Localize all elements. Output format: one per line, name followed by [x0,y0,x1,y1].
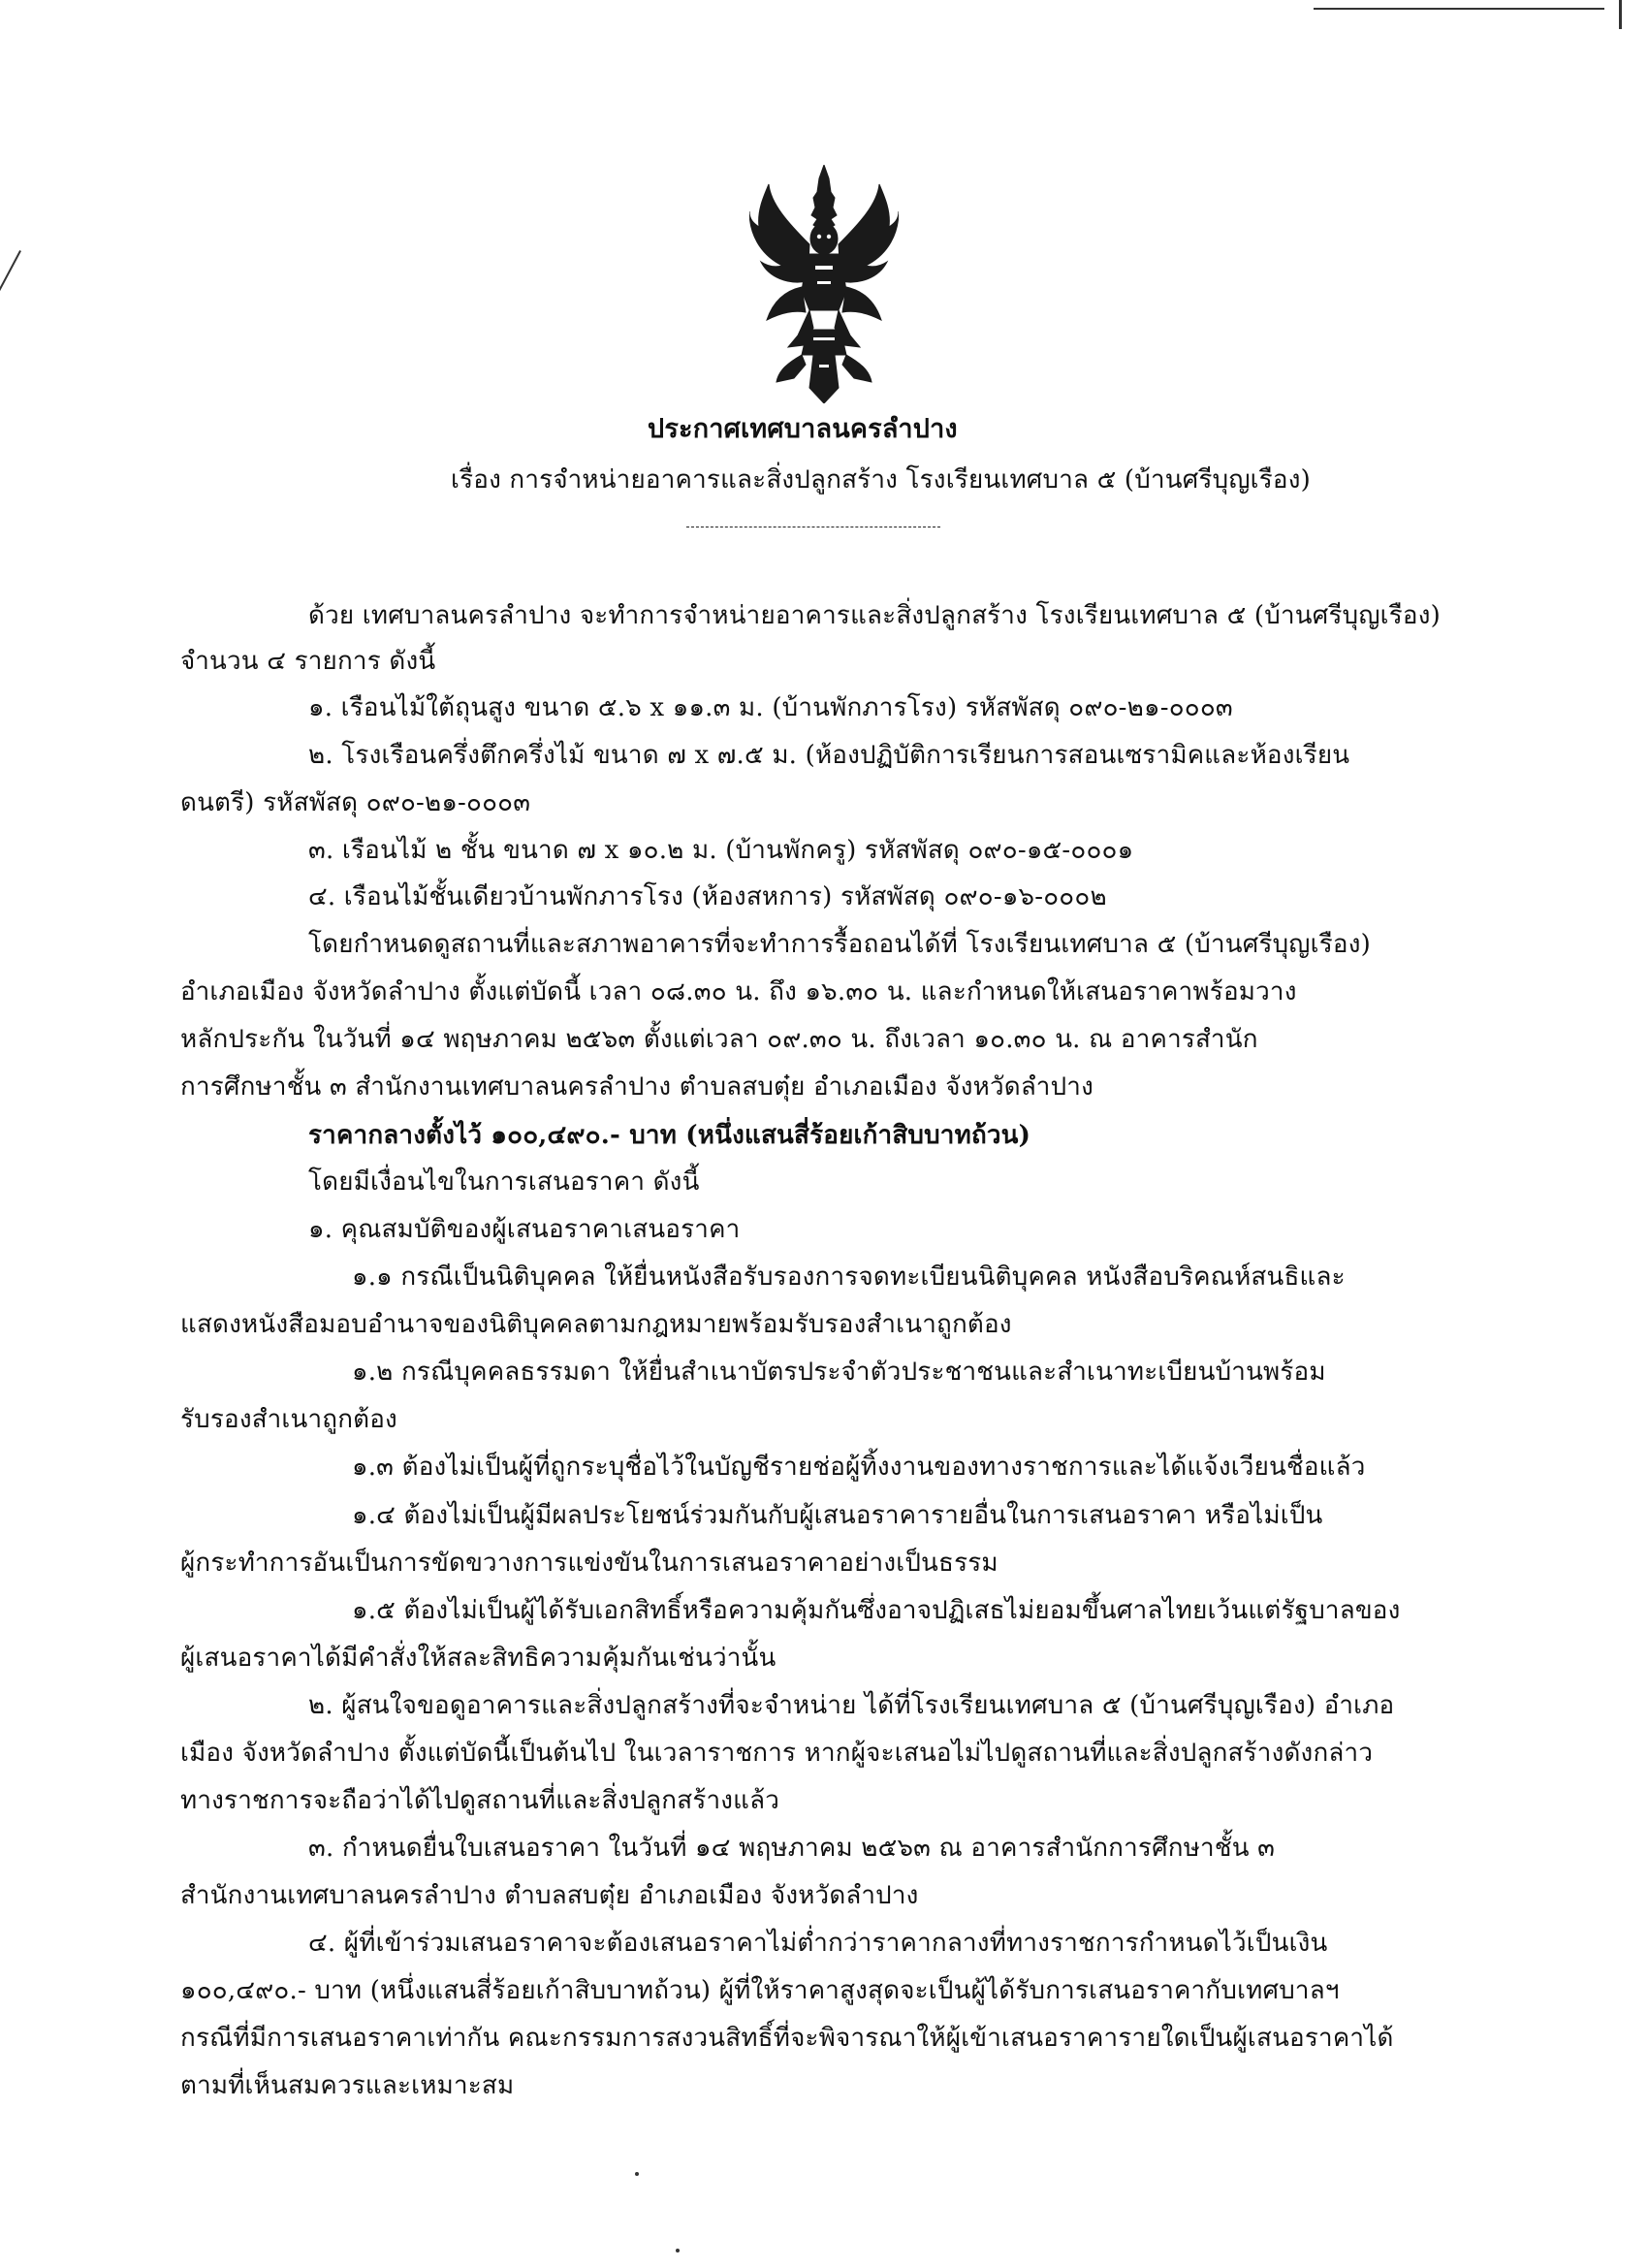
scan-mark-left [0,250,21,303]
inspect-line-2: อำเภอเมือง จังหวัดลำปาง ตั้งแต่บัดนี้ เวลา ๐๘.๓๐ น. ถึง ๑๖.๓๐ น. และกำหนดให้เสนอราคาพร้อมวาง [180,977,1297,1006]
condition-1-4-line-2: ผู้กระทำการอันเป็นการขัดขวางการแข่งขันในการเสนอราคาอย่างเป็นธรรม [180,1549,998,1578]
scan-mark-right-edge [1619,0,1622,29]
inspect-line-1: โดยกำหนดดูสถานที่และสภาพอาคารที่จะทำการรื้อถอนได้ที่ โรงเรียนเทศบาล ๕ (บ้านศรีบุญเรือง) [308,930,1371,959]
condition-2-line-3: ทางราชการจะถือว่าได้ไปดูสถานที่และสิ่งปลูกสร้างแล้ว [180,1786,780,1815]
condition-2-line-2: เมือง จังหวัดลำปาง ตั้งแต่บัดนี้เป็นต้นไป ในเวลาราชการ หากผู้จะเสนอไม่ไปดูสถานที่และสิ่งปลูกสร้างดังกล่าว [180,1739,1374,1768]
condition-3-line-1: ๓. กำหนดยื่นใบเสนอราคา ในวันที่ ๑๔ พฤษภาคม ๒๕๖๓ ณ อาคารสำนักการศึกษาชั้น ๓ [308,1834,1276,1863]
condition-1-3: ๑.๓ ต้องไม่เป็นผู้ที่ถูกระบุชื่อไว้ในบัญชีรายช่อผู้ทิ้งงานของทางราชการและได้แจ้งเวียนชื่อแล้ว [352,1453,1366,1482]
condition-1: ๑. คุณสมบัติของผู้เสนอราคาเสนอราคา [308,1215,741,1244]
intro-line-1: ด้วย เทศบาลนครลำปาง จะทำการจำหน่ายอาคารและสิ่งปลูกสร้าง โรงเรียนเทศบาล ๕ (บ้านศรีบุญเรือง) [308,601,1441,630]
announcement-title: ประกาศเทศบาลนครลำปาง [648,414,958,444]
condition-1-5-line-2: ผู้เสนอราคาได้มีคำสั่งให้สละสิทธิความคุ้มกันเช่นว่านั้น [180,1644,776,1673]
garuda-emblem-icon [749,165,899,403]
condition-4-line-2: ๑๐๐,๔๙๐.- บาท (หนึ่งแสนสี่ร้อยเก้าสิบบาทถ้วน) ผู้ที่ให้ราคาสูงสุดจะเป็นผู้ได้รับการเสนอราคากับเทศบาลฯ [180,1976,1340,2005]
item-2-line-1: ๒. โรงเรือนครึ่งตึกครึ่งไม้ ขนาด ๗ x ๗.๕ ม. (ห้องปฏิบัติการเรียนการสอนเซรามิคและห้องเรียน [308,741,1350,770]
condition-1-2-line-2: รับรองสำเนาถูกต้อง [180,1405,397,1434]
inspect-line-4: การศึกษาชั้น ๓ สำนักงานเทศบาลนครลำปาง ตำบลสบตุ๋ย อำเภอเมือง จังหวัดลำปาง [180,1072,1093,1102]
reference-price: ราคากลางตั้งไว้ ๑๐๐,๔๙๐.- บาท (หนึ่งแสนสี่ร้อยเก้าสิบบาทถ้วน) [308,1121,1031,1150]
condition-1-2-line-1: ๑.๒ กรณีบุคคลธรรมดา ให้ยื่นสำเนาบัตรประจำตัวประชาชนและสำเนาทะเบียนบ้านพร้อม [352,1358,1326,1387]
condition-2-line-1: ๒. ผู้สนใจขอดูอาคารและสิ่งปลูกสร้างที่จะจำหน่าย ได้ที่โรงเรียนเทศบาล ๕ (บ้านศรีบุญเรือง) อำเภอ [308,1691,1395,1720]
item-4: ๔. เรือนไม้ชั้นเดียวบ้านพักภารโรง (ห้องสหการ) รหัสพัสดุ ๐๙๐-๑๖-๐๐๐๒ [308,882,1107,911]
scan-speck [676,2249,680,2252]
scan-mark-top-right [1314,8,1604,10]
conditions-heading: โดยมีเงื่อนไขในการเสนอราคา ดังนี้ [308,1167,700,1197]
condition-1-4-line-1: ๑.๔ ต้องไม่เป็นผู้มีผลประโยชน์ร่วมกันกับผู้เสนอราคารายอื่นในการเสนอราคา หรือไม่เป็น [352,1501,1323,1530]
item-2-line-2: ดนตรี) รหัสพัสดุ ๐๙๐-๒๑-๐๐๐๓ [180,788,531,817]
item-1: ๑. เรือนไม้ใต้ถุนสูง ขนาด ๕.๖ x ๑๑.๓ ม. (บ้านพักภารโรง) รหัสพัสดุ ๐๙๐-๒๑-๐๐๐๓ [308,693,1233,722]
announcement-subject: เรื่อง การจำหน่ายอาคารและสิ่งปลูกสร้าง โรงเรียนเทศบาล ๕ (บ้านศรีบุญเรือง) [451,465,1311,495]
inspect-line-3: หลักประกัน ในวันที่ ๑๔ พฤษภาคม ๒๕๖๓ ตั้งแต่เวลา ๐๙.๓๐ น. ถึงเวลา ๑๐.๓๐ น. ณ อาคารสำนัก [180,1025,1258,1054]
condition-1-5-line-1: ๑.๕ ต้องไม่เป็นผู้ได้รับเอกสิทธิ์หรือความคุ้มกันซึ่งอาจปฏิเสธไม่ยอมขึ้นศาลไทยเว้นแต่รัฐบาลของ [352,1596,1401,1625]
item-3: ๓. เรือนไม้ ๒ ชั้น ขนาด ๗ x ๑๐.๒ ม. (บ้านพักครู) รหัสพัสดุ ๐๙๐-๑๕-๐๐๐๑ [308,836,1134,865]
condition-3-line-2: สำนักงานเทศบาลนครลำปาง ตำบลสบตุ๋ย อำเภอเมือง จังหวัดลำปาง [180,1881,919,1910]
scan-speck [635,2172,639,2176]
condition-4-line-3: กรณีที่มีการเสนอราคาเท่ากัน คณะกรรมการสงวนสิทธิ์ที่จะพิจารณาให้ผู้เข้าเสนอราคารายใดเป็นผู้เสนอราคาได้ [180,2024,1394,2053]
condition-4-line-4: ตามที่เห็นสมควรและเหมาะสม [180,2071,515,2100]
intro-line-2: จำนวน ๔ รายการ ดังนี้ [180,647,436,676]
condition-1-1-line-2: แสดงหนังสือมอบอำนาจของนิติบุคคลตามกฎหมายพร้อมรับรองสำเนาถูกต้อง [180,1310,1012,1339]
condition-4-line-1: ๔. ผู้ที่เข้าร่วมเสนอราคาจะต้องเสนอราคาไม่ต่ำกว่าราคากลางที่ทางราชการกำหนดไว้เป็นเงิน [308,1929,1328,1958]
condition-1-1-line-1: ๑.๑ กรณีเป็นนิติบุคคล ให้ยื่นหนังสือรับรองการจดทะเบียนนิติบุคคล หนังสือบริคณห์สนธิและ [352,1262,1346,1292]
